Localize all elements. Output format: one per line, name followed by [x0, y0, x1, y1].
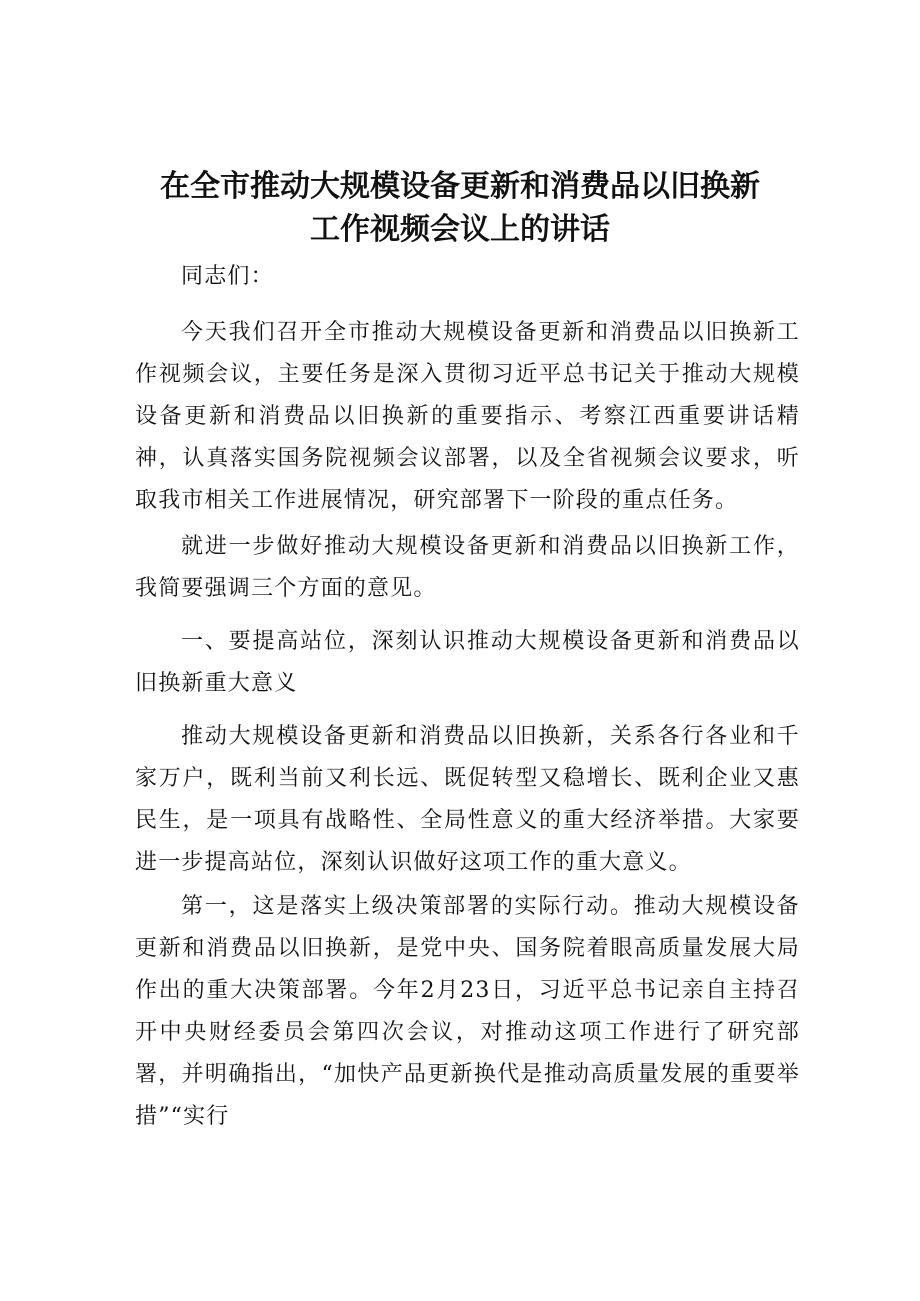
- paragraph: 今天我们召开全市推动大规模设备更新和消费品以旧换新工作视频会议，主要任务是深入贯彻习近平总书记关于推动大规模设备更新和消费品以旧换新的重要指示、考察江西重要讲话精神，认真落实国务院视频会议部署，以及全省视频会议要求，听取我市相关工作进展情况，研究部署下一阶段的重点任务。: [135, 320, 800, 513]
- paragraph: 就进一步做好推动大规模设备更新和消费品以旧换新工作，我简要强调三个方面的意见。: [135, 534, 800, 601]
- section-heading: 一、要提高站位，深刻认识推动大规模设备更新和消费品以旧换新重大意义: [135, 629, 800, 696]
- paragraph: 第一，这是落实上级决策部署的实际行动。推动大规模设备更新和消费品以旧换新，是党中央、国务院着眼高质量发展大局作出的重大决策部署。今年2月23日，习近平总书记亲自主持召开中央财经委员会第四次会议，对推动这项工作进行了研究部署，并明确指出，“加快产品更新换代是推动高质量发展的重要举措”“实行: [135, 894, 800, 1129]
- paragraph-block-5: [135, 886, 800, 1138]
- section-heading-block: [135, 621, 800, 705]
- document-title-line1: 在全市推动大规模设备更新和消费品以旧换新: [160, 169, 760, 204]
- paragraph: 推动大规模设备更新和消费品以旧换新，关系各行各业和千家万户，既利当前又利长远、既促转型又稳增长、既利企业又惠民生，是一项具有战略性、全局性意义的重大经济举措。大家要进一步提高站位，深刻认识做好这项工作的重大意义。: [135, 724, 800, 875]
- salutation: 同志们：: [181, 264, 274, 289]
- paragraph-block-1: [135, 312, 800, 522]
- document-title-line2: 工作视频会议上的讲话: [310, 212, 610, 247]
- paragraph-block-4: [135, 716, 800, 884]
- paragraph-block-2: [135, 526, 800, 610]
